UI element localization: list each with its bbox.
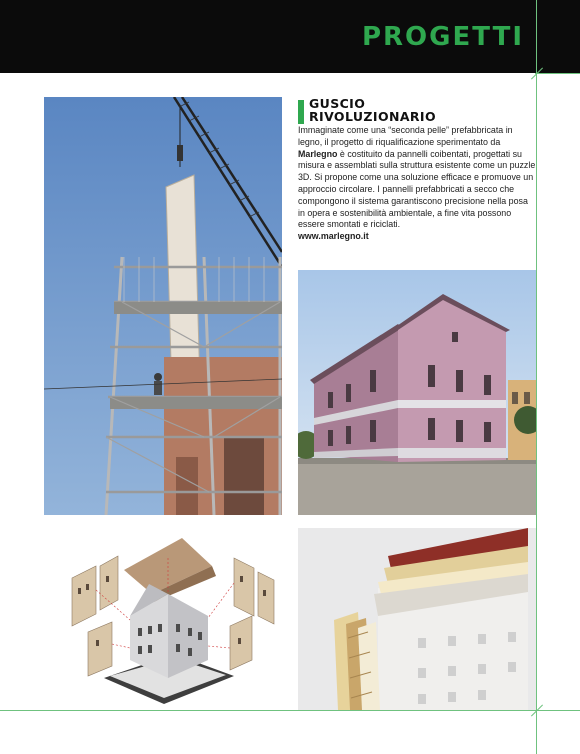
page-header	[0, 0, 580, 73]
header-guide-line	[535, 73, 580, 74]
body-text-intro: Immaginate come una “seconda pelle” prefabbricata in legno, il progetto di riqualificazione sperimentato da	[298, 125, 513, 147]
article-title: GUSCIO RIVOLUZIONARIO	[309, 96, 437, 124]
website-link[interactable]: www.marlegno.it	[298, 231, 369, 242]
insulation-layers-render	[298, 528, 536, 710]
margin-guide-line	[536, 0, 537, 754]
exploded-axonometric-diagram	[44, 528, 282, 710]
footer-guide-line	[0, 710, 580, 711]
title-accent-bar	[298, 100, 304, 124]
section-title: PROGETTI	[361, 22, 524, 52]
renovated-building-photo	[298, 270, 536, 515]
article-body	[298, 125, 536, 243]
brand-name: Marlegno	[298, 148, 338, 159]
scaffold-crane-photo	[44, 97, 282, 515]
body-text-main: è costituito da pannelli coibentati, progettati su misura e assemblati sulla struttura esistente come un puzzle 3D. Si propone come una soluzione efficace e promuove un approccio circolare. I pannelli prefabbricati a secco che compongono il sistema garantiscono precisione nella posa in opera e sostenibilità ambientale, a fine vita possono essere smontati e riciclati.	[298, 148, 536, 230]
